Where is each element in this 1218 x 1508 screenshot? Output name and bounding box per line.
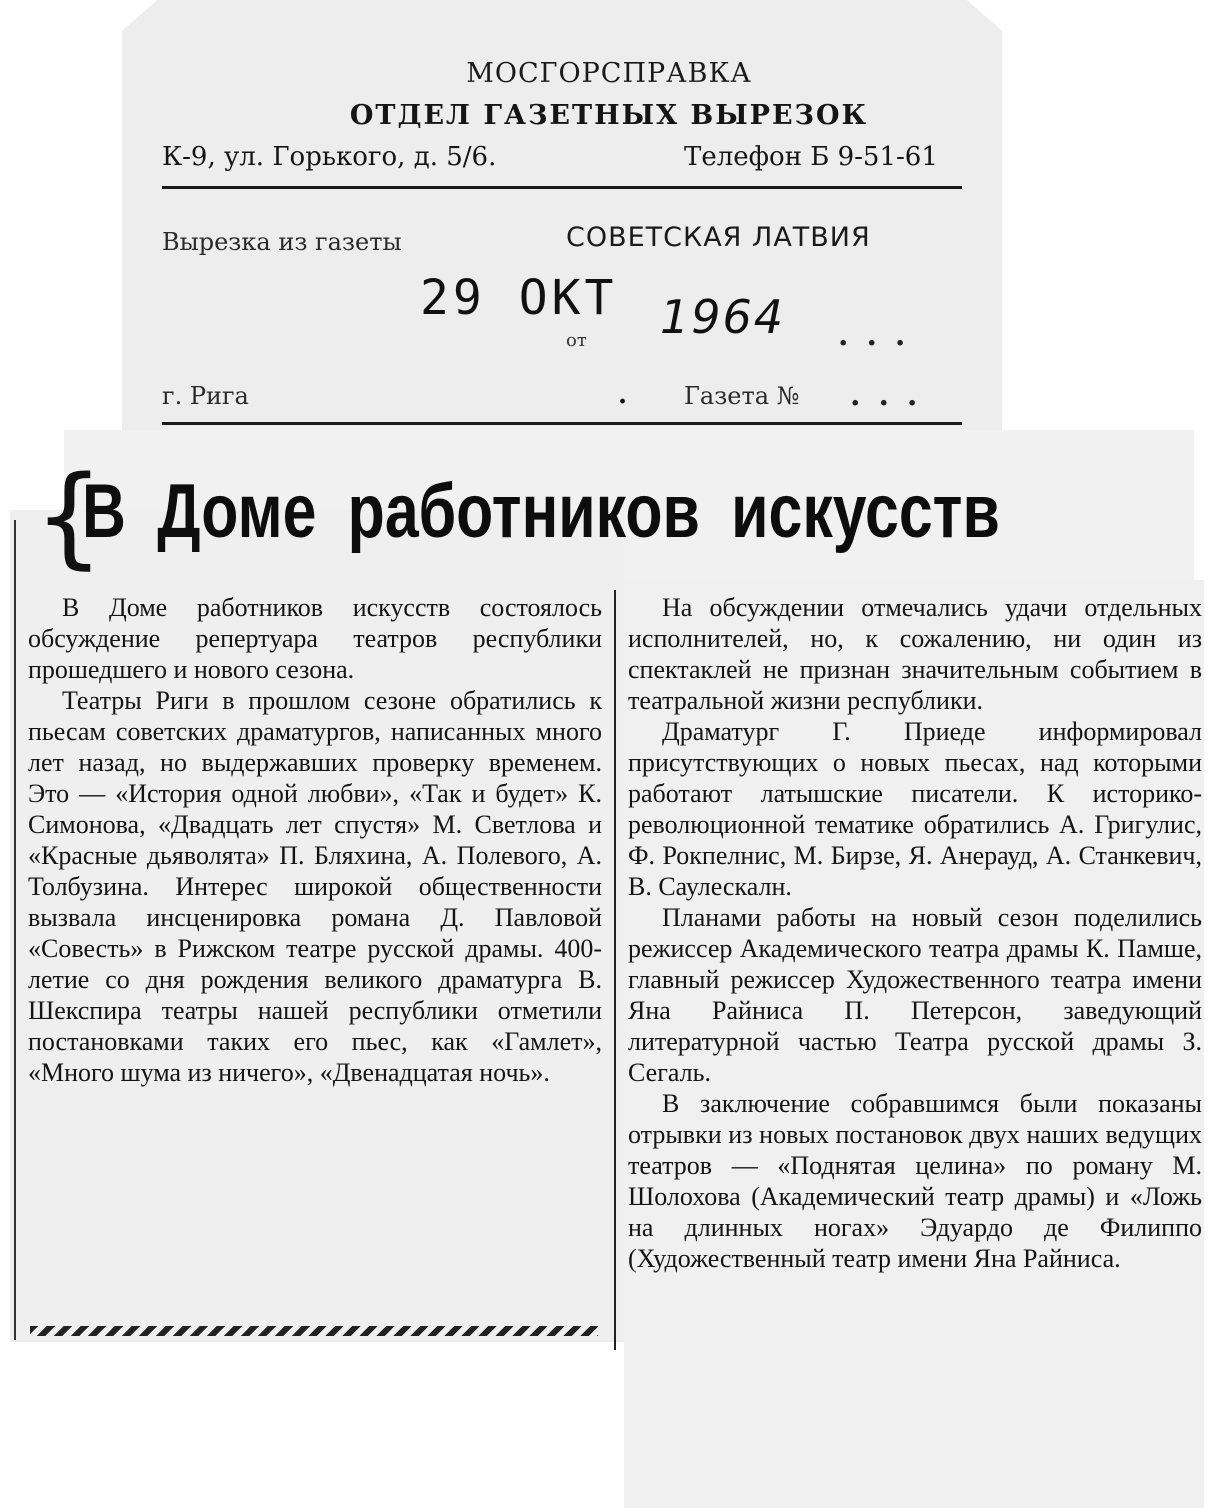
slip-bottom-rule (162, 422, 962, 425)
paragraph: Драматург Г. Приеде информировал присутствующих о новых пьесах, над которыми работают латышские писатели. К историко-революционной тематике обратились А. Григулис, Ф. Рокпелнис, М. Бирзе, Я. Анерауд, А. Станкевич, В. Саулескалн. (628, 717, 1202, 901)
paragraph: Театры Риги в прошлом сезоне обратились к пьесам советских драматургов, написанных много лет назад, но выдержавших проверку временем. Это — «История одной любви», «Так и будет» К. Симонова, «Двадцать лет спустя» М. Светлова и «Красные дьяволята» П. Бляхина, А. Полевого, А. Толбузина. Интерес широкой общественности вызвала инсценировка романа Д. Павловой «Совесть» в Рижском театре русской драмы. 400-летие со дня рождения великого драматурга В. Шекспира театры нашей республики отметили постановками таких его пьес, как «Гамлет», «Много шума из ничего», «Двенадцатая ночь». (28, 686, 602, 1087)
department-name: ОТДЕЛ ГАЗЕТНЫХ ВЫРЕЗОК (349, 100, 869, 131)
column-end-rule (30, 1326, 598, 1336)
fill-dots: ... (838, 318, 924, 353)
article-headline: В Доме работников искусств (82, 469, 1000, 554)
column-edge-line (14, 520, 16, 1340)
date-stamp: 29 ОКТ (420, 270, 618, 326)
cut-from-label: Вырезка из газеты (162, 228, 402, 256)
city-label: г. Рига (162, 382, 249, 410)
bureau-name: МОСГОРСПРАВКА (466, 58, 752, 89)
paragraph: Планами работы на новый сезон поделились режиссер Академического театра драмы К. Памше, главный режиссер Художественного театра имени Яна Райниса П. Петерсон, заведующий литературной частью Театра русской драмы З. Сегаль. (628, 903, 1202, 1087)
article-left-column (28, 592, 602, 1088)
newspaper-name: СОВЕТСКАЯ ЛАТВИЯ (566, 222, 871, 253)
gazeta-number-label: Газета № (684, 382, 800, 410)
handwritten-bracket-mark: { (34, 452, 104, 580)
bureau-phone: Телефон Б 9-51-61 (684, 142, 938, 172)
header-rule (162, 186, 962, 189)
paragraph: На обсуждении отмечались удачи отдельных исполнителей, но, к сожалению, ни один из спектаклей не признан значительным событием в театральной жизни республики. (628, 593, 1202, 715)
from-label: от (566, 330, 587, 351)
paragraph: В заключение собравшимся были показаны отрывки из новых постановок двух наших ведущих театров — «Поднятая целина» по роману М. Шолохова (Академический театр драмы) и «Ложь на длинных ногах» Эдуардо де Филиппо (Художественный театр имени Яна Райниса. (628, 1089, 1202, 1273)
fill-dot: . (618, 380, 628, 410)
bureau-address: К-9, ул. Горького, д. 5/6. (162, 142, 497, 172)
fill-dots: ... (850, 378, 936, 413)
article-right-column (628, 592, 1202, 1274)
paragraph: В Доме работников искусств состоялось обсуждение репертуара театров республики прошедшего и нового сезона. (28, 593, 602, 684)
handwritten-year: 1964 (660, 290, 786, 344)
column-divider (614, 590, 616, 1350)
